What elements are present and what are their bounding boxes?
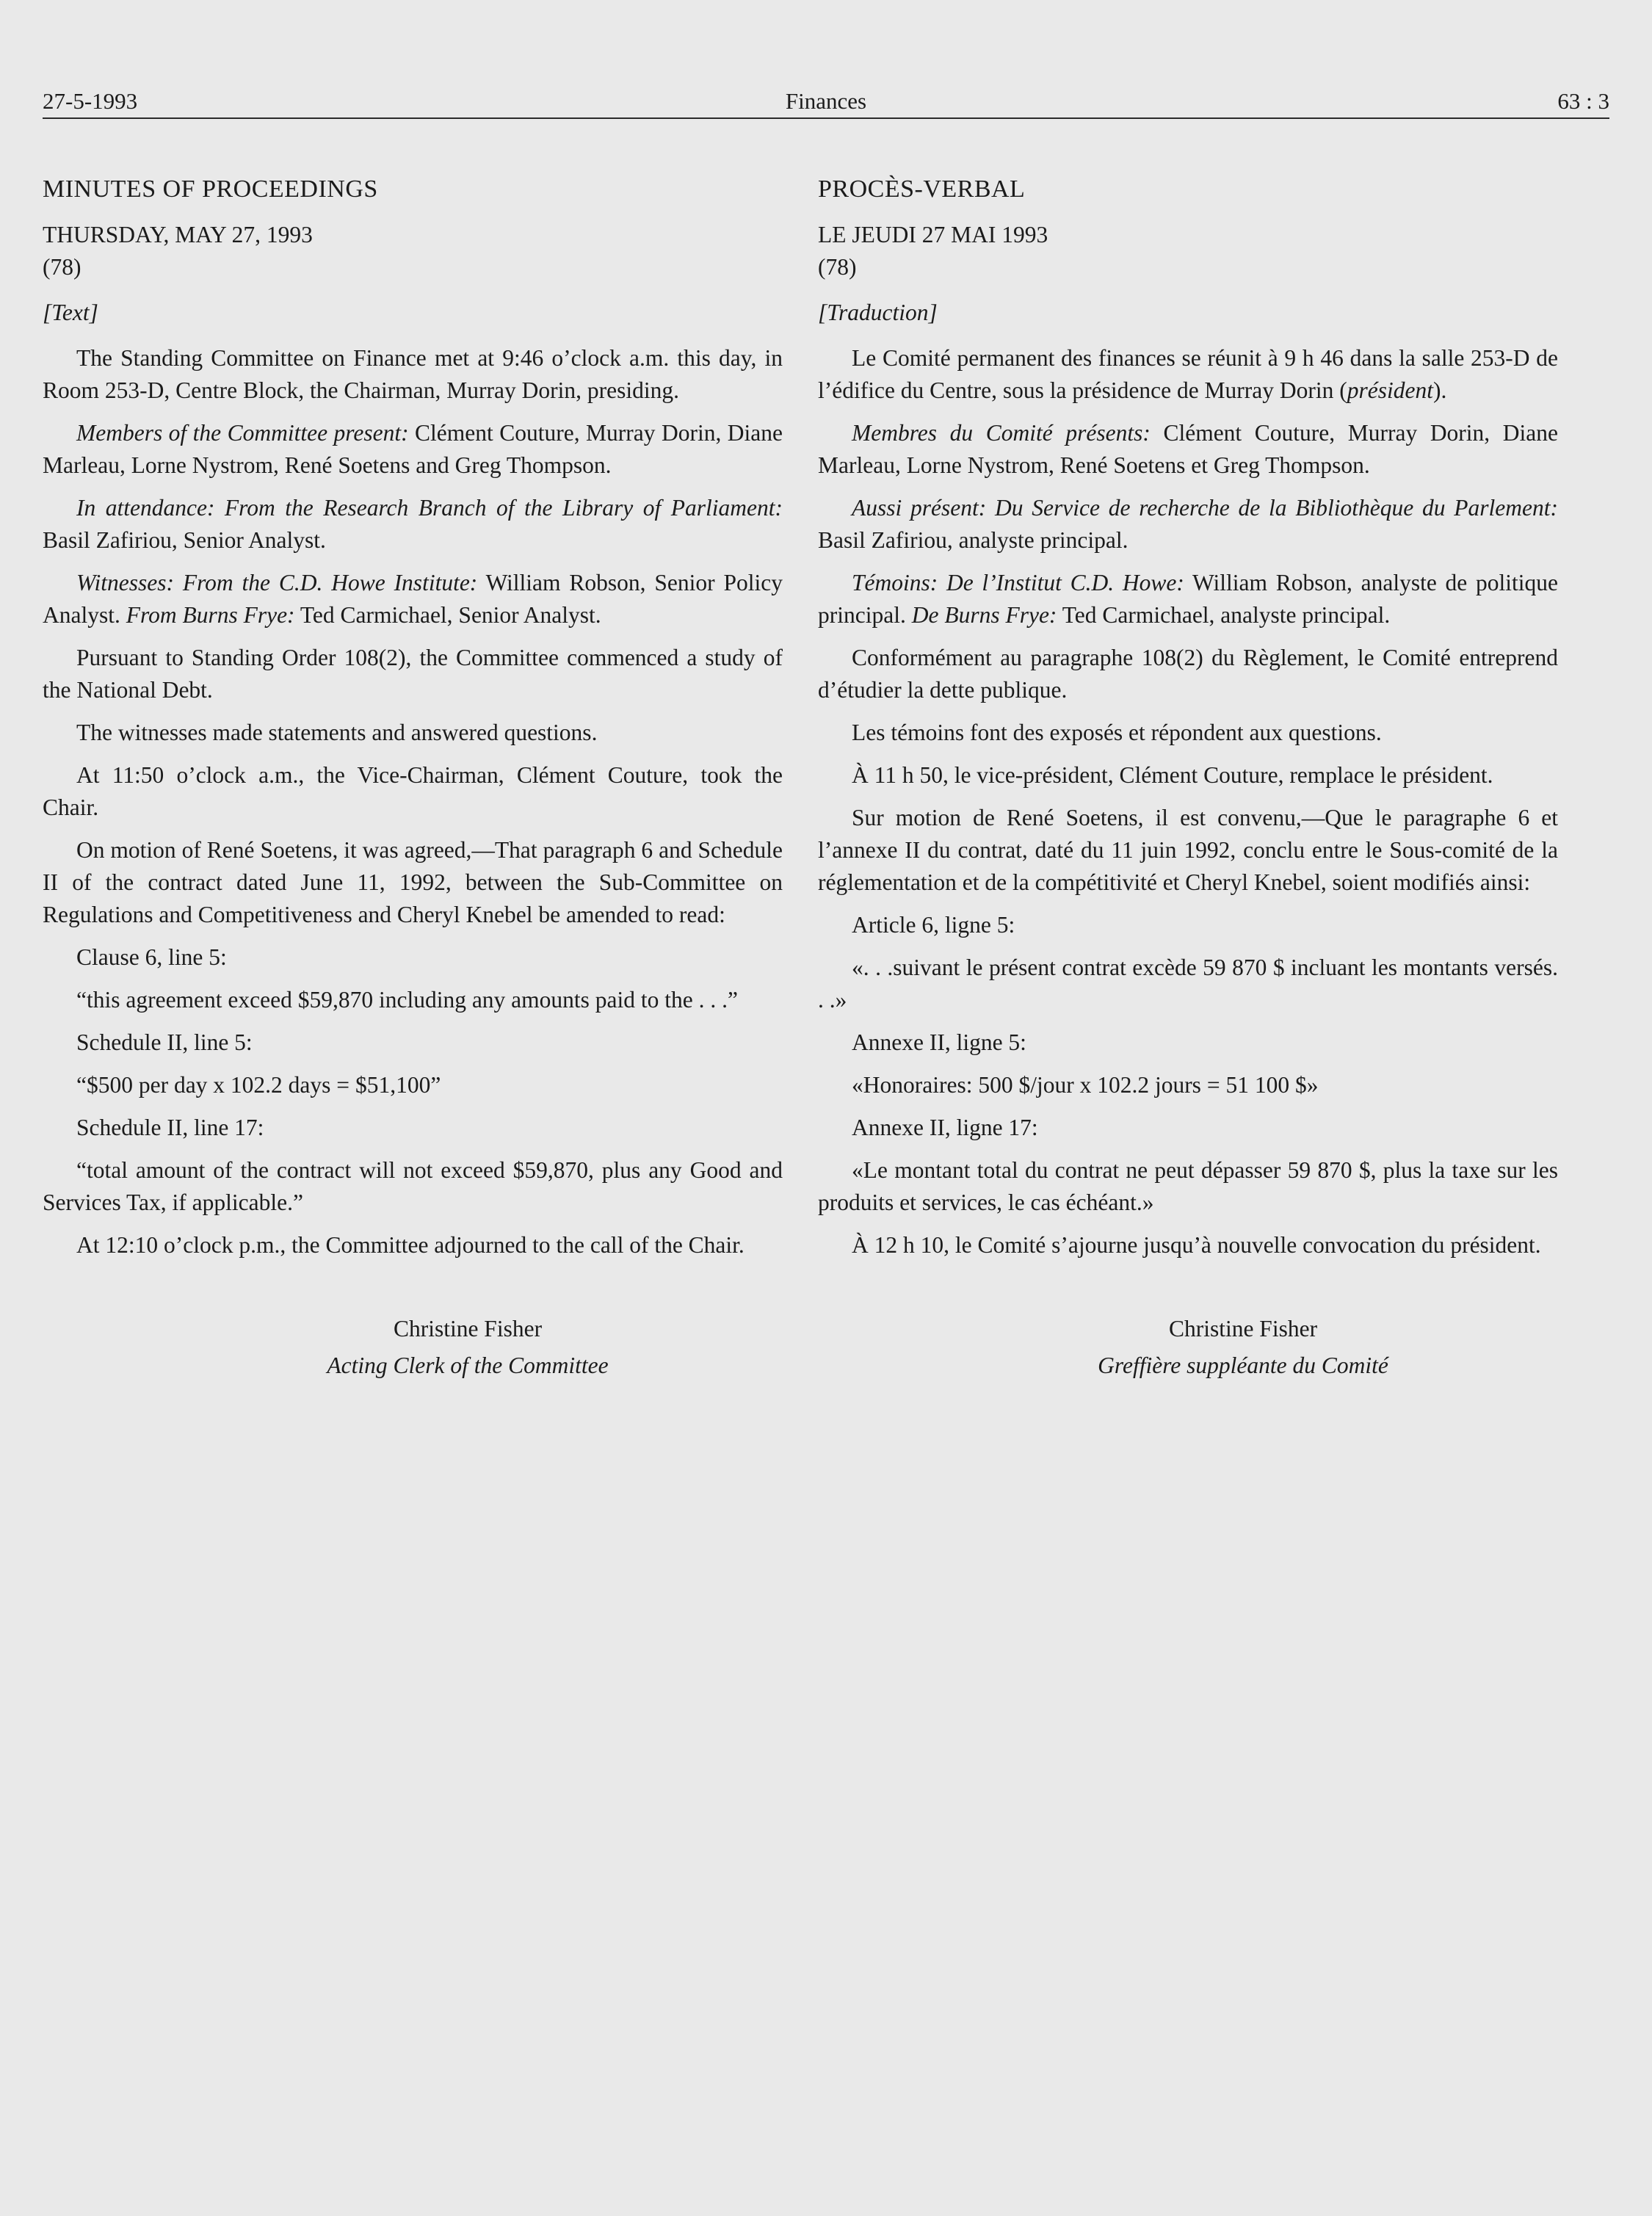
french-translation-tag: [Traduction]	[818, 300, 938, 325]
english-opening-paragraph: The Standing Committee on Finance met at 9:46 o’clock a.m. this day, in Room 253-D, Centre Block, the Chairman, Murray Dorin, presiding.	[43, 345, 783, 403]
french-signature-name: Christine Fisher	[1168, 1316, 1318, 1341]
french-attendance-label: Aussi présent: Du Service de recherche de la Bibliothèque du Parlement:	[852, 495, 1558, 521]
header-date: 27-5-1993	[43, 88, 138, 114]
english-signature-role: Acting Clerk of the Committee	[327, 1353, 609, 1378]
english-attendance-paragraph	[43, 492, 783, 557]
french-clause-1-label: Article 6, ligne 5:	[852, 912, 1015, 938]
french-witnesses-label-2: De Burns Frye:	[911, 602, 1057, 628]
header-page-number: 63 : 3	[1557, 88, 1609, 114]
french-signature-role: Greffière suppléante du Comité	[1098, 1353, 1388, 1378]
french-attendance-paragraph	[818, 492, 1558, 557]
french-statements-paragraph: Les témoins font des exposés et répondent aux questions.	[852, 720, 1382, 745]
english-attendance-text: Basil Zafiriou, Senior Analyst.	[43, 527, 326, 553]
english-chair-paragraph: At 11:50 o’clock a.m., the Vice-Chairman, Clément Couture, took the Chair.	[43, 762, 783, 820]
french-opening-text-b: ).	[1432, 377, 1447, 403]
english-motion-paragraph: On motion of René Soetens, it was agreed,—That paragraph 6 and Schedule II of the contract dated June 11, 1992, between the Sub-Committee on Regulations and Competitiveness and Cheryl Knebel be amended to read:	[43, 837, 783, 927]
english-signature-name: Christine Fisher	[393, 1316, 543, 1341]
english-witnesses-text-1: William Robson, Senior Policy Analyst.	[43, 570, 783, 628]
english-members-text: Clément Couture, Murray Dorin, Diane Marleau, Lorne Nystrom, René Soetens and Greg Thompson.	[43, 420, 783, 478]
french-witnesses-paragraph	[818, 567, 1558, 631]
english-heading: MINUTES OF PROCEEDINGS	[43, 175, 378, 203]
english-clause-1-label: Clause 6, line 5:	[76, 944, 227, 970]
english-members-paragraph	[43, 417, 783, 482]
english-witnesses-text-2: Ted Carmichael, Senior Analyst.	[294, 602, 601, 628]
english-sitting-number: (78)	[43, 254, 81, 280]
english-witnesses-paragraph	[43, 567, 783, 631]
english-members-label: Members of the Committee present:	[76, 420, 409, 446]
french-members-paragraph	[818, 417, 1558, 482]
french-motion-paragraph: Sur motion de René Soetens, il est convenu,—Que le paragraphe 6 et l’annexe II du contrat, daté du 11 juin 1992, conclu entre le Sous-comité de la réglementation et de la compétitivité et Cheryl Knebel, soient modifiés ainsi:	[818, 805, 1558, 895]
header-title: Finances	[785, 88, 867, 114]
french-column	[818, 173, 1558, 1382]
french-opening-text-a: Le Comité permanent des finances se réunit à 9 h 46 dans la salle 253-D de l’édifice du Centre, sous la présidence de Murray Dorin (	[818, 345, 1558, 403]
english-standing-order-paragraph: Pursuant to Standing Order 108(2), the Committee commenced a study of the National Debt.	[43, 645, 783, 703]
english-statements-paragraph: The witnesses made statements and answered questions.	[76, 720, 598, 745]
english-date: THURSDAY, MAY 27, 1993	[43, 222, 313, 247]
french-members-text: Clément Couture, Murray Dorin, Diane Marleau, Lorne Nystrom, René Soetens et Greg Thompson.	[818, 420, 1558, 478]
french-members-label: Membres du Comité présents:	[852, 420, 1151, 446]
english-text-tag: [Text]	[43, 300, 98, 325]
french-chair-paragraph: À 11 h 50, le vice-président, Clément Couture, remplace le président.	[852, 762, 1493, 788]
french-witnesses-label-1: Témoins: De l’Institut C.D. Howe:	[852, 570, 1184, 595]
french-opening-italic: président	[1347, 377, 1433, 403]
french-adjourn-paragraph: À 12 h 10, le Comité s’ajourne jusqu’à nouvelle convocation du président.	[852, 1232, 1541, 1258]
french-clause-2-text: «Honoraires: 500 $/jour x 102.2 jours = 51 100 $»	[852, 1072, 1319, 1098]
french-signature-block	[818, 1313, 1558, 1382]
french-attendance-text: Basil Zafiriou, analyste principal.	[818, 527, 1128, 553]
english-clause-2-label: Schedule II, line 5:	[76, 1029, 253, 1055]
french-clause-3-label: Annexe II, ligne 17:	[852, 1115, 1038, 1140]
english-clause-2-text: “$500 per day x 102.2 days = $51,100”	[76, 1072, 441, 1098]
page-header	[43, 82, 1609, 119]
french-heading: PROCÈS-VERBAL	[818, 175, 1026, 203]
french-clause-1-text: «. . .suivant le présent contrat excède 59 870 $ incluant les montants versés. . .»	[818, 955, 1558, 1013]
english-signature-block	[43, 1313, 783, 1382]
english-witnesses-label-2: From Burns Frye:	[126, 602, 295, 628]
english-witnesses-label-1: Witnesses: From the C.D. Howe Institute:	[76, 570, 478, 595]
english-adjourn-paragraph: At 12:10 o’clock p.m., the Committee adjourned to the call of the Chair.	[76, 1232, 745, 1258]
english-attendance-label: In attendance: From the Research Branch of the Library of Parliament:	[76, 495, 783, 521]
english-clause-1-text: “this agreement exceed $59,870 including any amounts paid to the . . .”	[76, 987, 738, 1013]
french-sitting-number: (78)	[818, 254, 857, 280]
english-column	[43, 173, 783, 1382]
french-witnesses-text-2: Ted Carmichael, analyste principal.	[1057, 602, 1391, 628]
french-clause-3-text: «Le montant total du contrat ne peut dépasser 59 870 $, plus la taxe sur les produits et services, le cas échéant.»	[818, 1157, 1558, 1215]
french-witnesses-text-1: William Robson, analyste de politique principal.	[818, 570, 1558, 628]
french-opening-paragraph	[818, 342, 1558, 407]
english-clause-3-text: “total amount of the contract will not exceed $59,870, plus any Good and Services Tax, if applicable.”	[43, 1157, 783, 1215]
english-clause-3-label: Schedule II, line 17:	[76, 1115, 264, 1140]
french-date: LE JEUDI 27 MAI 1993	[818, 222, 1048, 247]
french-standing-order-paragraph: Conformément au paragraphe 108(2) du Règlement, le Comité entreprend d’étudier la dette publique.	[818, 645, 1558, 703]
french-clause-2-label: Annexe II, ligne 5:	[852, 1029, 1026, 1055]
